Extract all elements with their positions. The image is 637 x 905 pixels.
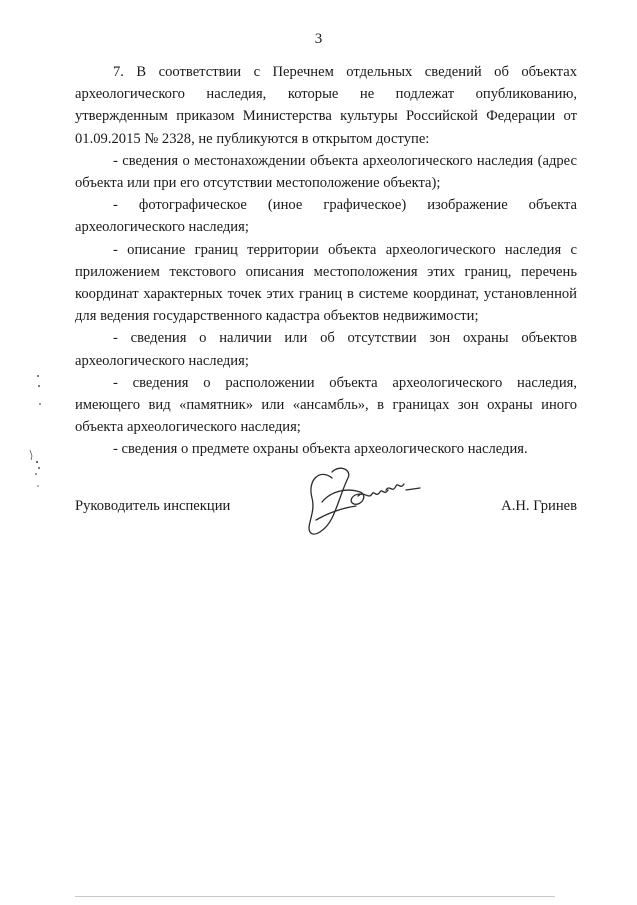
list-item-image: - фотографическое (иное графическое) изображение объекта археологического наследия; [75, 197, 577, 236]
page-number: 3 [314, 31, 323, 47]
signer-title: Руководитель инспекции [75, 498, 231, 514]
margin-scan-marks [28, 370, 48, 500]
list-item-protection-subject: - сведения о предмете охраны объекта археологического наследия. [113, 441, 528, 458]
list-item-location: - сведения о местонахождении объекта археологического наследия (адрес объекта или при его отсутствии местоположение объекта); [75, 152, 577, 192]
bottom-edge-rule [75, 896, 555, 897]
list-item-boundaries: - описание границ территории объекта археологического наследия с приложением текстового описания местоположения этих границ, перечень координат характерных точек этих границ в системе координат, установленной для ведения государственного кадастра объектов недвижимости; [75, 241, 577, 325]
list-item-protection-zones: - сведения о наличии или об отсутствии зон охраны объектов археологического наследия; [75, 330, 577, 369]
signer-name: А.Н. Гринев [501, 498, 577, 514]
list-item-ensemble-location: - сведения о расположении объекта археологического наследия, имеющего вид «памятник» или «ансамбль», в границах зон охраны иного объекта археологического наследия; [75, 374, 577, 436]
document-body [75, 61, 577, 461]
handwritten-signature [302, 460, 424, 540]
paragraph-intro: 7. В соответствии с Перечнем отдельных сведений об объектах археологического наследия, которые не подлежат опубликованию, утвержденным приказом Министерства культуры Российской Федерации от 01.09.2015 № 2328, не публикуются в открытом доступе: [75, 64, 577, 147]
